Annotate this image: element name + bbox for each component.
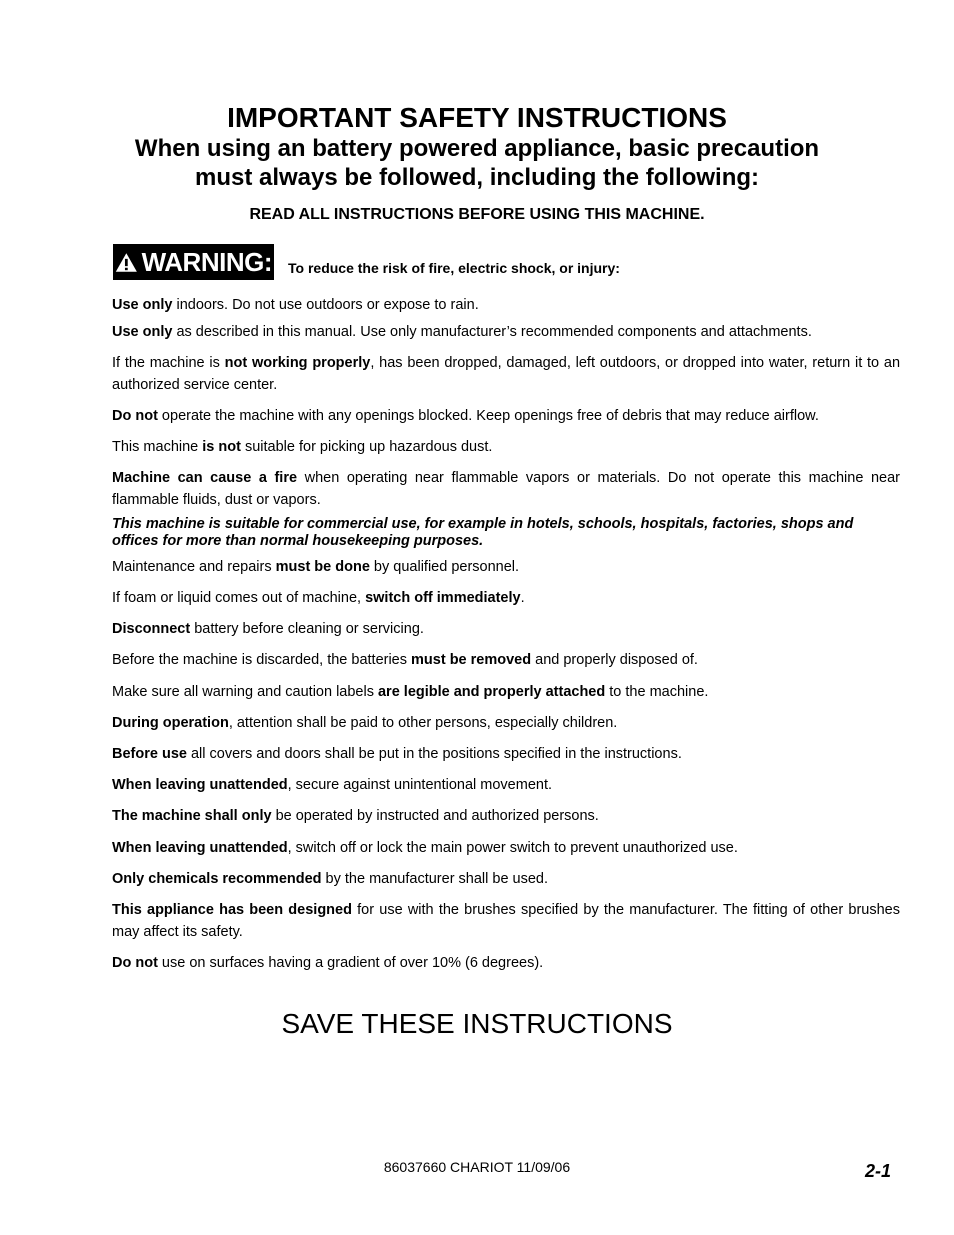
safety-item: Do not operate the machine with any openings blocked. Keep openings free of debris that may reduce airflow.	[112, 408, 819, 424]
subtitle-line-2: must always be followed, including the following:	[194, 164, 760, 191]
safety-item: Before use all covers and doors shall be put in the positions specified in the instructions.	[112, 746, 682, 762]
safety-item: Make sure all warning and caution labels are legible and properly attached to the machine.	[112, 684, 709, 700]
page-title: IMPORTANT SAFETY INSTRUCTIONS	[227, 102, 727, 133]
subtitle-line-1: When using an battery powered appliance, basic precaution	[134, 135, 820, 162]
page-subtitle	[0, 134, 954, 192]
save-instructions-heading: SAVE THESE INSTRUCTIONS	[281, 1008, 673, 1039]
safety-item: If foam or liquid comes out of machine, switch off immediately.	[112, 590, 525, 606]
safety-item: Before the machine is discarded, the batteries must be removed and properly disposed of.	[112, 652, 698, 668]
safety-item: Do not use on surfaces having a gradient of over 10% (6 degrees).	[112, 955, 544, 971]
safety-item: When leaving unattended, switch off or lock the main power switch to prevent unauthorized use.	[112, 840, 738, 856]
safety-item: This appliance has been designed for use with the brushes specified by the manufacturer. The fitting of other brushes may affect its safety.	[112, 902, 900, 940]
safety-item: If the machine is not working properly, has been dropped, damaged, left outdoors, or dropped into water, return it to an authorized service center.	[112, 355, 901, 393]
warning-badge-label: WARNING:	[141, 246, 272, 277]
page-number: 2-1	[865, 1161, 892, 1181]
read-all-notice: READ ALL INSTRUCTIONS BEFORE USING THIS MACHINE.	[249, 206, 705, 223]
safety-item: This machine is not suitable for picking up hazardous dust.	[112, 439, 493, 455]
safety-item: When leaving unattended, secure against unintentional movement.	[112, 777, 553, 793]
commercial-use-note: This machine is suitable for commercial use, for example in hotels, schools, hospitals, factories, shops and offices for more than normal housekeeping purposes.	[112, 516, 854, 549]
safety-item: During operation, attention shall be paid to other persons, especially children.	[112, 715, 618, 731]
warning-text: To reduce the risk of fire, electric shock, or injury:	[288, 260, 620, 276]
safety-item: Machine can cause a fire when operating near flammable vapors or materials. Do not operate this machine near flammable fluids, dust or vapors.	[112, 470, 901, 508]
safety-item: Maintenance and repairs must be done by qualified personnel.	[112, 559, 520, 575]
safety-item: Use only as described in this manual. Use only manufacturer’s recommended components and attachments.	[112, 324, 812, 340]
safety-item: Disconnect battery before cleaning or servicing.	[112, 621, 424, 637]
warning-badge	[113, 244, 274, 280]
safety-item: Only chemicals recommended by the manufacturer shall be used.	[112, 871, 549, 887]
footer-doc-id: 86037660 CHARIOT 11/09/06	[383, 1159, 571, 1175]
safety-item: Use only indoors. Do not use outdoors or expose to rain.	[112, 297, 479, 313]
warning-triangle-icon	[115, 250, 138, 275]
safety-item: The machine shall only be operated by instructed and authorized persons.	[112, 808, 599, 824]
